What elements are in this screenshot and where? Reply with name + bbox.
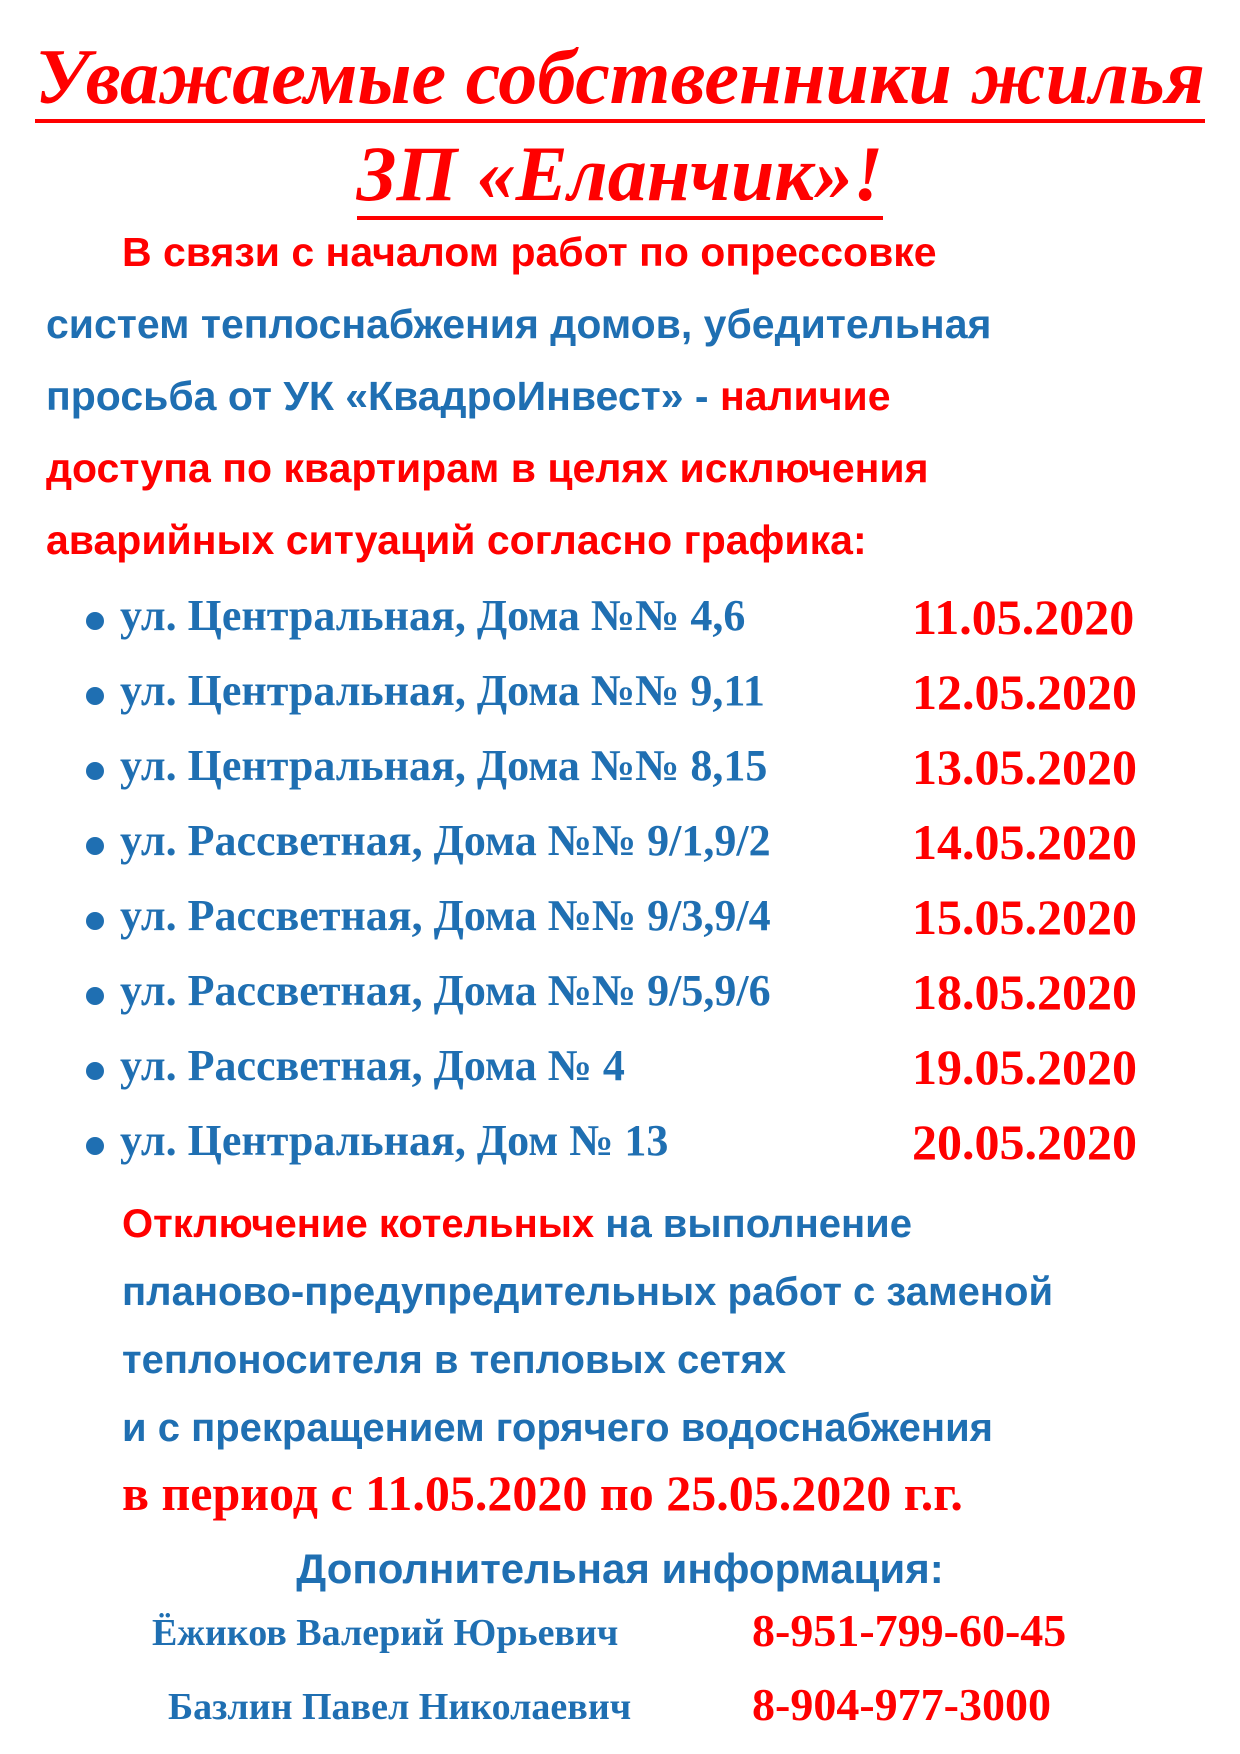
title-line-2 [0,130,1240,220]
intro-line-4: доступа по квартирам в целях исключения [46,445,929,491]
schedule-address: ул. Рассветная, Дома №№ 9/3,9/4 [120,891,771,940]
contact-row [168,1688,631,1726]
schedule-date: 11.05.2020 [912,589,1135,645]
schedule-item [0,740,1240,800]
schedule-item [0,665,1240,725]
bullet-icon [86,1137,104,1155]
bullet-icon [86,912,104,930]
title-line-1 [0,33,1240,123]
schedule-address: ул. Центральная, Дома №№ 8,15 [120,741,768,790]
schedule-item [0,815,1240,875]
notice-line-1-red: Отключение котельных [122,1202,595,1246]
schedule-item [0,590,1240,650]
intro-line-3 [46,373,891,419]
schedule-address: ул. Центральная, Дом № 13 [120,1116,669,1165]
bullet-icon [86,837,104,855]
notice-line-4: и с прекращением горячего водоснабжения [122,1406,993,1450]
schedule-date: 18.05.2020 [912,964,1137,1020]
schedule-date: 15.05.2020 [912,889,1137,945]
intro-line-5: аварийных ситуаций согласно графика: [46,517,867,563]
schedule-item [0,1115,1240,1175]
schedule-date: 12.05.2020 [912,664,1137,720]
contact-name: Ёжиков Валерий Юрьевич [152,1612,619,1654]
notice-line-2: планово-предупредительных работ с заменой [122,1270,1054,1314]
schedule-date: 13.05.2020 [912,739,1137,795]
intro-line-2: систем теплоснабжения домов, убедительная [46,301,992,347]
schedule-address: ул. Рассветная, Дома №№ 9/1,9/2 [120,816,771,865]
schedule-address: ул. Центральная, Дома №№ 9,11 [120,666,765,715]
notice-line-1-blue: на выполнение [594,1202,912,1246]
intro-line-1: В связи с началом работ по опрессовке [122,229,937,275]
contact-phone-row [752,1605,1067,1656]
schedule-item [0,890,1240,950]
bullet-icon [86,687,104,705]
bullet-icon [86,1062,104,1080]
schedule-date: 19.05.2020 [912,1039,1137,1095]
intro-line-3-red: наличие [719,373,891,419]
notice-line-3: теплоносителя в тепловых сетях [122,1338,787,1382]
contact-row [152,1614,618,1652]
title-line-1-text: Уважаемые собственники жилья [35,38,1205,123]
intro-line-3-blue: просьба от УК «КвадроИнвест» - [46,373,720,419]
notice-line-1 [122,1204,912,1244]
title-line-2-text: ЗП «Еланчик»! [357,135,883,220]
contact-phone[interactable]: 8-951-799-60-45 [752,1605,1067,1656]
schedule-date: 20.05.2020 [912,1114,1137,1170]
schedule-date: 14.05.2020 [912,814,1137,870]
schedule-item [0,965,1240,1025]
schedule-address: ул. Рассветная, Дома №№ 9/5,9/6 [120,966,771,1015]
schedule-address: ул. Рассветная, Дома № 4 [120,1041,625,1090]
info-heading: Дополнительная информация: [296,1545,944,1592]
schedule-address: ул. Центральная, Дома №№ 4,6 [120,591,746,640]
bullet-icon [86,762,104,780]
bullet-icon [86,612,104,630]
contact-phone-row [752,1679,1051,1730]
schedule-item [0,1040,1240,1100]
notice-period: в период с 11.05.2020 по 25.05.2020 г.г. [122,1465,963,1521]
contact-phone[interactable]: 8-904-977-3000 [752,1679,1051,1730]
contact-name: Базлин Павел Николаевич [168,1686,632,1728]
bullet-icon [86,987,104,1005]
